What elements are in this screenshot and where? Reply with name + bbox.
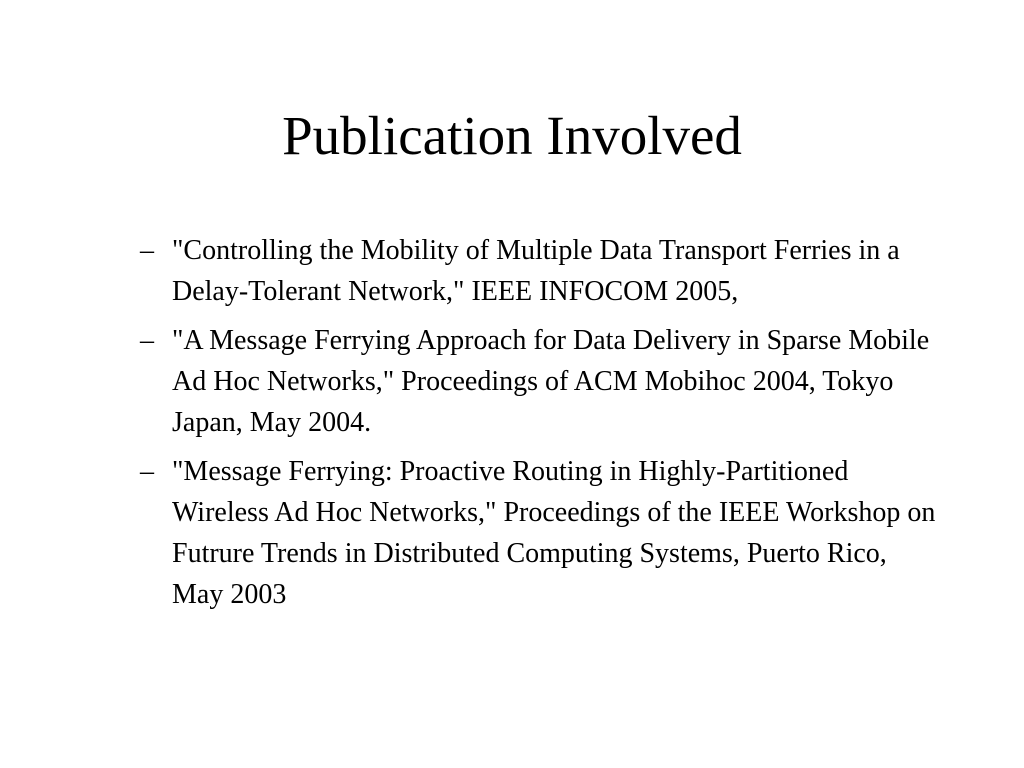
publication-list xyxy=(140,230,960,623)
list-item xyxy=(140,451,960,615)
list-item xyxy=(140,320,960,443)
slide-title: Publication Involved xyxy=(282,105,742,166)
bullet-dash: – xyxy=(140,456,154,487)
publication-text: "Controlling the Mobility of Multiple Data Transport Ferries in a Delay-Tolerant Network," IEEE INFOCOM 2005, xyxy=(172,235,900,307)
bullet-dash: – xyxy=(140,325,154,356)
publication-text: "A Message Ferrying Approach for Data Delivery in Sparse Mobile Ad Hoc Networks," Proceedings of ACM Mobihoc 2004, Tokyo Japan, May 2004. xyxy=(172,325,930,438)
bullet-dash: – xyxy=(140,235,154,266)
list-item xyxy=(140,230,960,312)
publication-text: "Message Ferrying: Proactive Routing in Highly-Partitioned Wireless Ad Hoc Networks," Proceedings of the IEEE Workshop on Futrure Trends in Distributed Computing Systems, Puerto Rico, May 2003 xyxy=(172,456,936,610)
